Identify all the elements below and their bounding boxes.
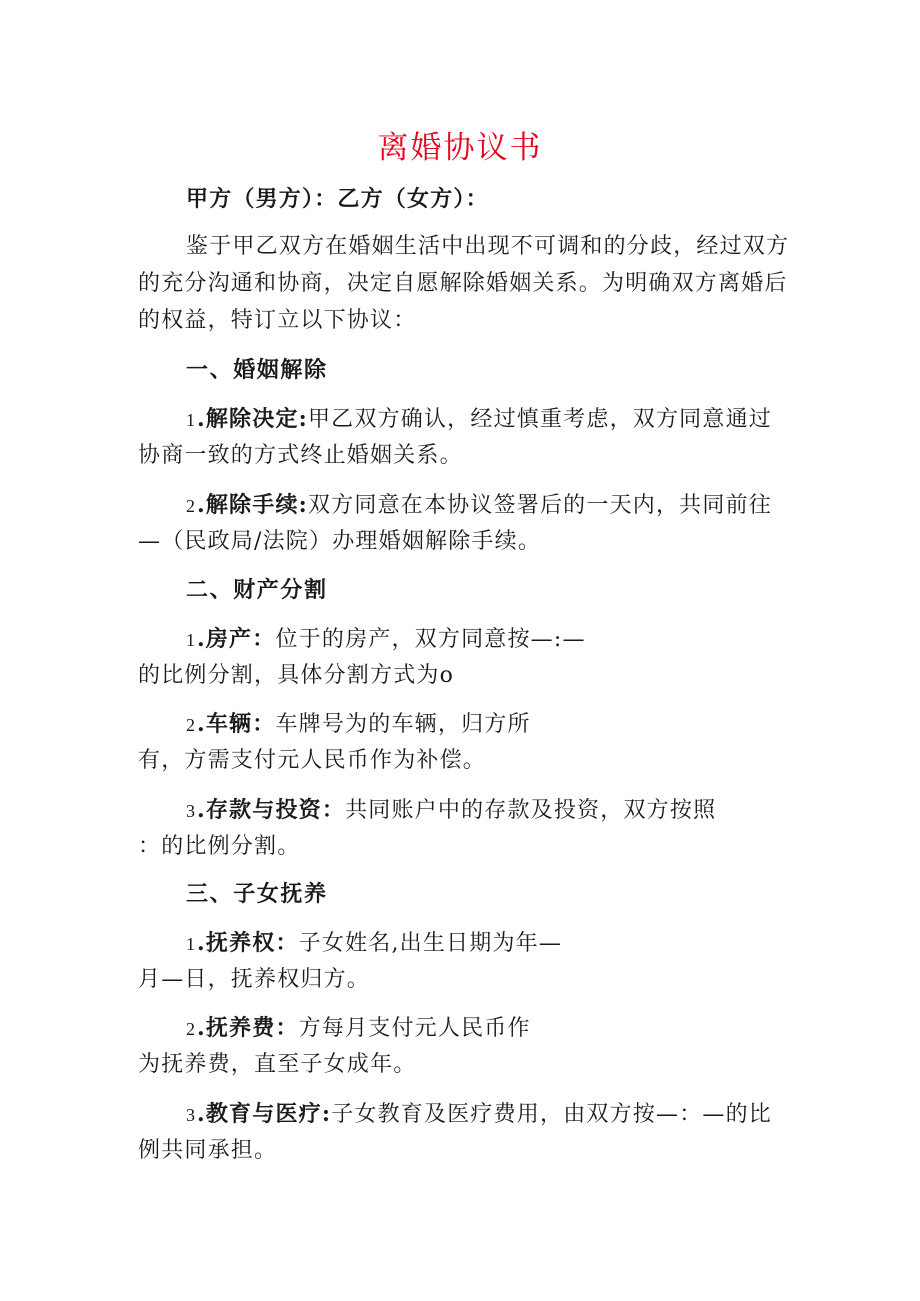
clause-number: 1 bbox=[186, 934, 195, 954]
clause-text: 子女教育及医疗费用，由双方按—：—的比 bbox=[331, 1102, 772, 1127]
clause-label: .教育与医疗: bbox=[197, 1101, 332, 1127]
clause-text: 子女姓名,出生日期为年— bbox=[298, 931, 563, 956]
clause-label: .存款与投资： bbox=[197, 797, 346, 823]
clause-continuation: 例共同承担。 bbox=[138, 1138, 278, 1163]
clause-number: 1 bbox=[186, 410, 195, 430]
clause-label: .抚养费： bbox=[197, 1015, 299, 1041]
clause-line bbox=[186, 1013, 788, 1044]
clause-number: 3 bbox=[186, 801, 195, 821]
preamble-line: 的充分沟通和协商，决定自愿解除婚姻关系。为明确双方离婚后 bbox=[138, 271, 788, 296]
section-heading: 三、子女抚养 bbox=[186, 881, 328, 907]
clause-continuation: —（民政局/法院）办理婚姻解除手续。 bbox=[138, 529, 542, 554]
clause-text: 方每月支付元人民币作 bbox=[298, 1016, 531, 1041]
clause-number: 2 bbox=[186, 715, 195, 735]
clause-number: 2 bbox=[186, 496, 195, 516]
clause-continuation: 为抚养费，直至子女成年。 bbox=[138, 1052, 417, 1077]
clause-line bbox=[186, 709, 788, 740]
clause-continuation: ：的比例分割。 bbox=[138, 834, 301, 859]
clause-label: .房产： bbox=[197, 626, 276, 652]
clause-line bbox=[186, 490, 788, 521]
clause-number: 1 bbox=[186, 630, 195, 650]
section-heading: 二、财产分割 bbox=[186, 577, 328, 603]
preamble-line: 的权益，特订立以下协议： bbox=[138, 308, 417, 333]
document-title: 离婚协议书 bbox=[377, 130, 543, 166]
clause-text: 双方同意在本协议签署后的一天内，共同前往 bbox=[307, 493, 772, 518]
clause-line bbox=[186, 1099, 788, 1130]
clause-number: 2 bbox=[186, 1019, 195, 1039]
clause-line bbox=[186, 624, 788, 655]
clause-number: 3 bbox=[186, 1105, 195, 1125]
clause-continuation: 月—日，抚养权归方。 bbox=[138, 967, 371, 992]
clause-label: .解除手续: bbox=[197, 492, 308, 518]
preamble-line: 鉴于甲乙双方在婚姻生活中出现不可调和的分歧，经过双方 bbox=[186, 234, 790, 259]
clause-text: 共同账户中的存款及投资，双方按照 bbox=[345, 798, 717, 823]
clause-continuation: 协商一致的方式终止婚姻关系。 bbox=[138, 443, 463, 468]
section-heading: 一、婚姻解除 bbox=[186, 357, 328, 383]
clause-text: 车牌号为的车辆，归方所 bbox=[275, 712, 531, 737]
parties-line: 甲方（男方）：乙方（女方）： bbox=[186, 186, 489, 212]
clause-text: 甲乙双方确认，经过慎重考虑，双方同意通过 bbox=[307, 407, 772, 432]
clause-text: 位于的房产，双方同意按—:— bbox=[275, 627, 586, 652]
clause-line bbox=[186, 404, 788, 435]
clause-label: .车辆： bbox=[197, 711, 276, 737]
clause-continuation: 的比例分割，具体分割方式为o bbox=[138, 663, 455, 688]
clause-label: .解除决定: bbox=[197, 406, 308, 432]
clause-line bbox=[186, 928, 788, 959]
clause-label: .抚养权： bbox=[197, 930, 299, 956]
clause-line bbox=[186, 795, 788, 826]
clause-continuation: 有，方需支付元人民币作为补偿。 bbox=[138, 748, 487, 773]
